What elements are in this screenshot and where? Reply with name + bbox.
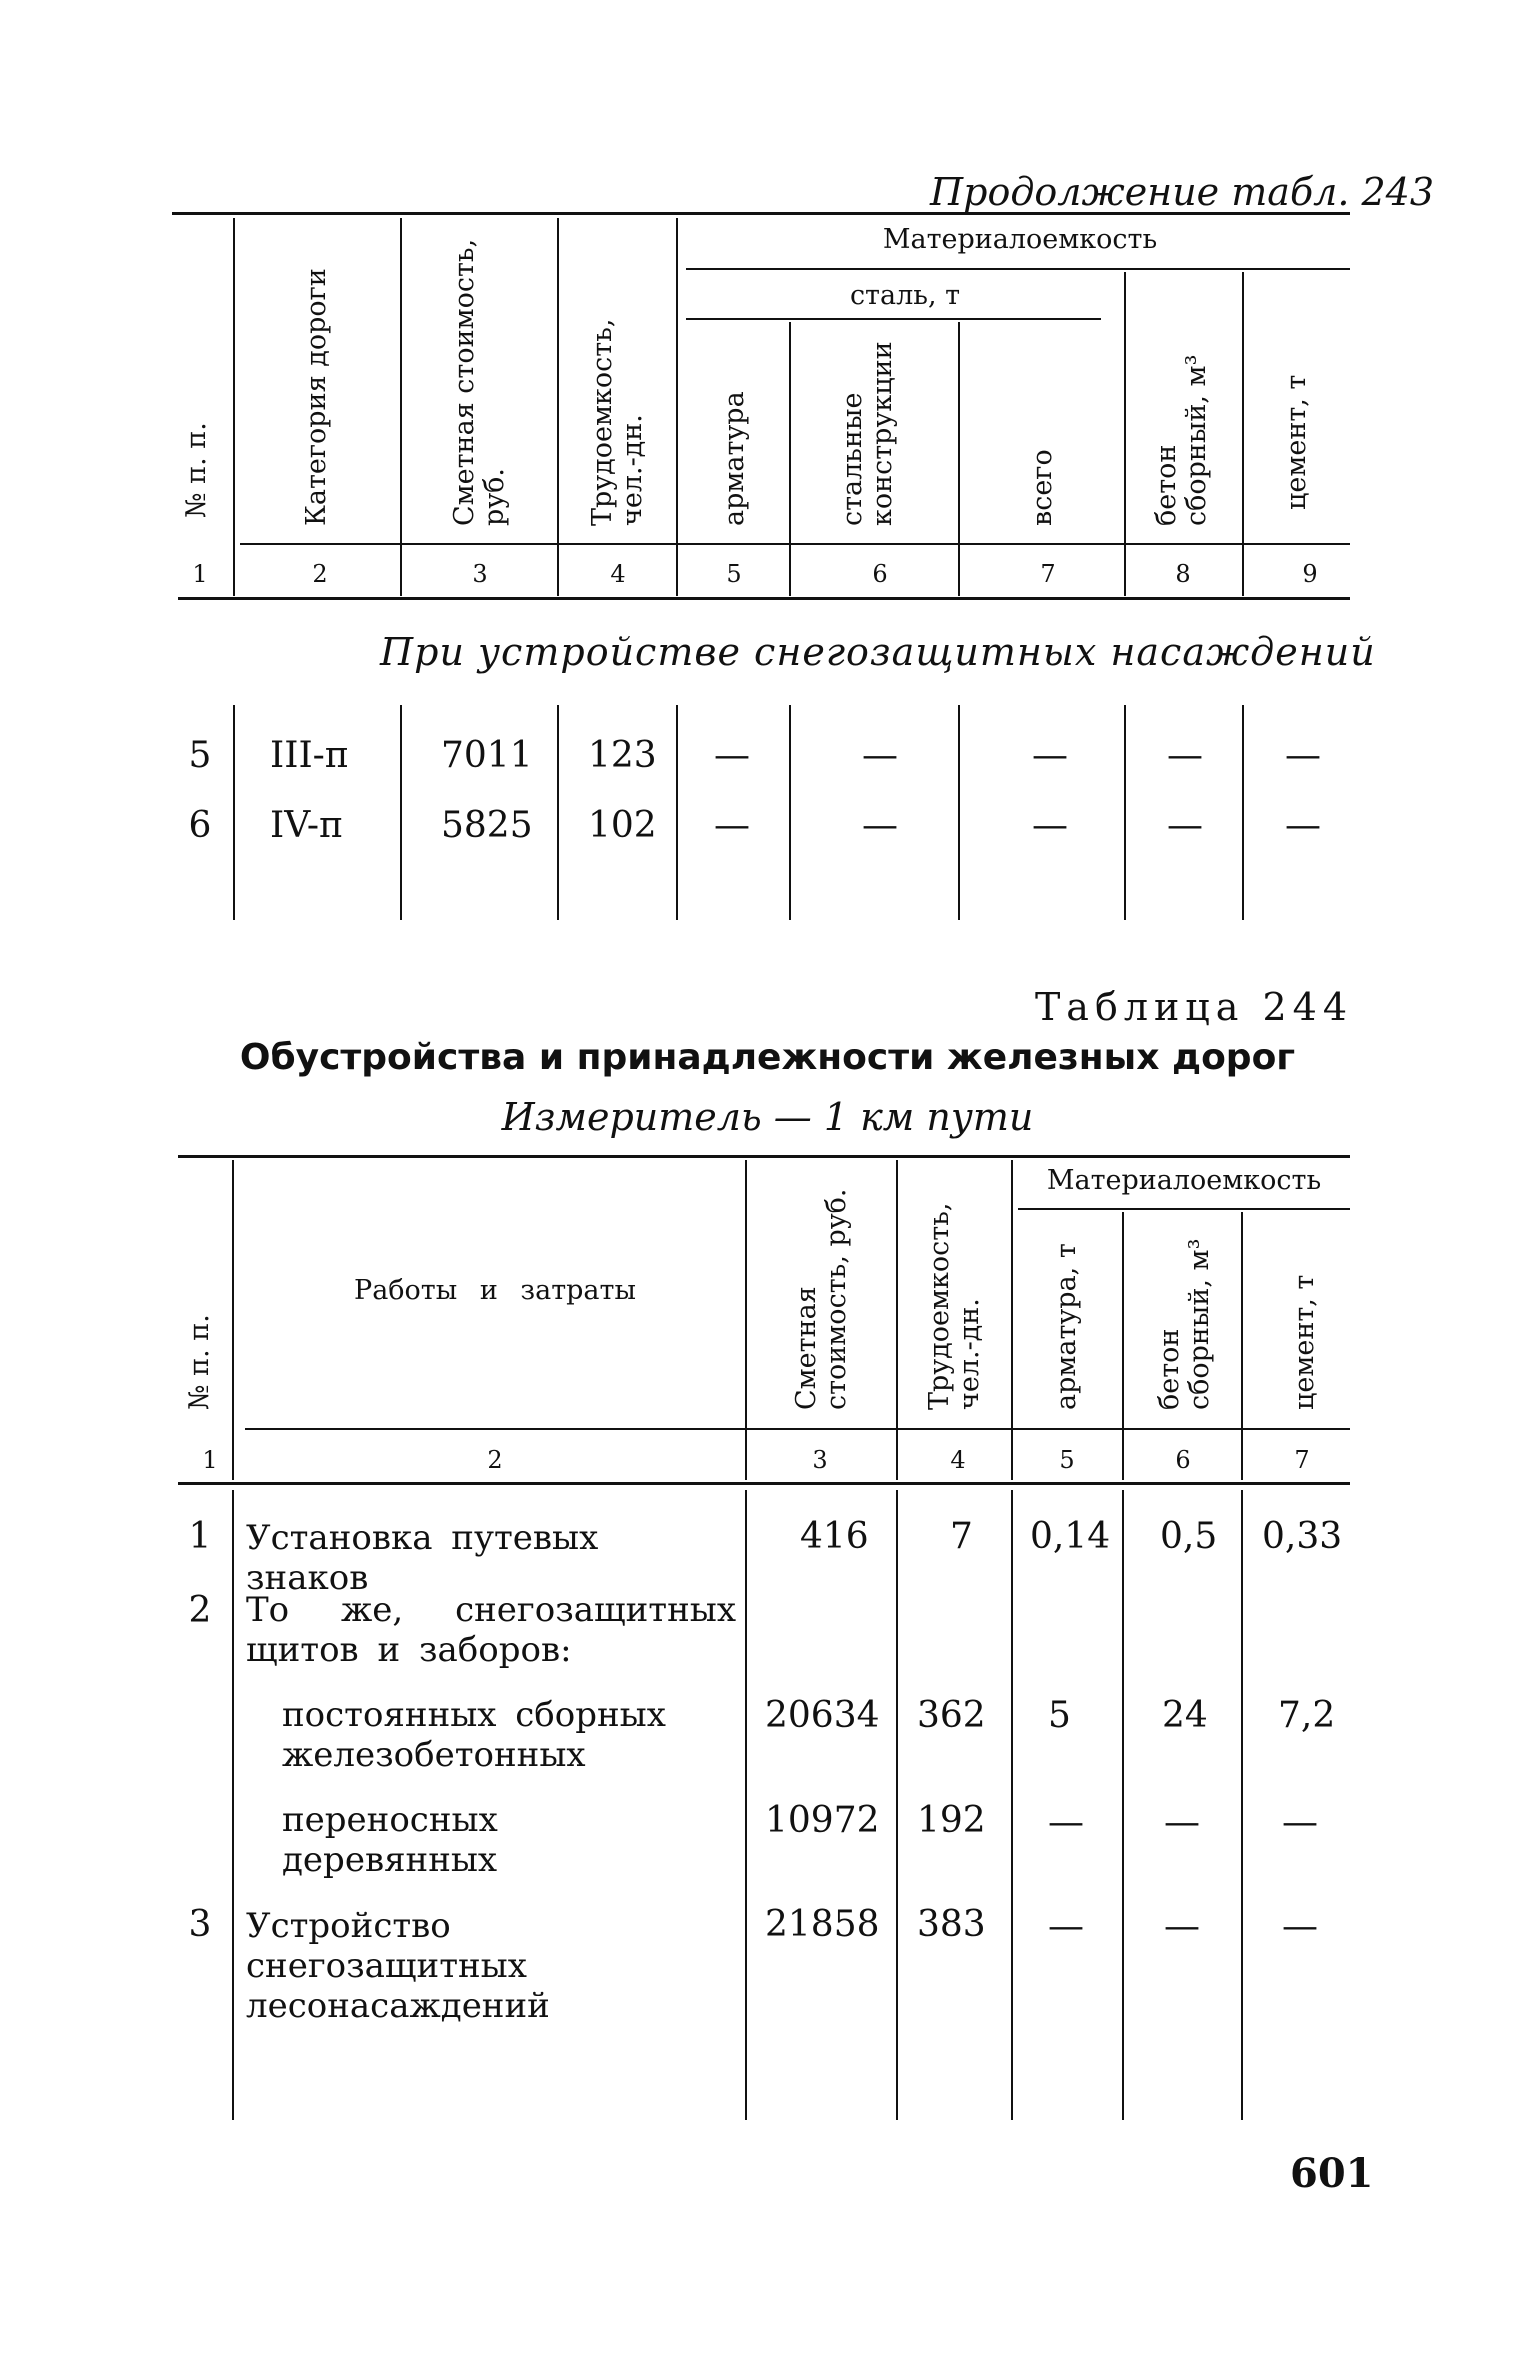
- material-group-rule: [686, 268, 1350, 270]
- continuation-title: Продолжение табл. 243: [930, 170, 1435, 214]
- col-divider: [232, 1160, 234, 1480]
- col-number: 7: [1294, 1446, 1310, 1474]
- col-divider: [232, 1490, 234, 2120]
- table-unit: Измеритель — 1 км пути: [501, 1095, 1034, 1139]
- col-number: 9: [1302, 560, 1318, 588]
- col-header-number: № п. п.: [184, 1314, 215, 1410]
- col-divider: [233, 550, 235, 596]
- material-group-header: Материалоемкость: [1046, 1165, 1322, 1196]
- col-divider: [233, 705, 235, 920]
- steel-structures-cell: —: [862, 735, 898, 776]
- col-number: 1: [202, 1446, 218, 1474]
- rebar-cell: —: [714, 735, 750, 776]
- labor-cell: 102: [588, 805, 657, 846]
- table-label: Таблица 244: [1034, 985, 1353, 1029]
- cement-cell: —: [1282, 1802, 1318, 1843]
- concrete-cell: —: [1167, 735, 1203, 776]
- col-header-total: всего: [1027, 449, 1058, 526]
- col-divider: [745, 1490, 747, 2120]
- col-number: 4: [950, 1446, 966, 1474]
- cost-cell: 20634: [765, 1695, 880, 1736]
- col-header-rebar: арматура, т: [1051, 1243, 1082, 1410]
- col-divider: [958, 322, 960, 596]
- col-header-labor: Трудоемкость, чел.-дн.: [587, 318, 648, 526]
- work-cell: Устройство снегозащитных лесонасаждений: [246, 1906, 550, 2026]
- col-divider: [1124, 705, 1126, 920]
- col-header-cement: цемент, т: [1281, 374, 1312, 510]
- section-title: При устройстве снегозащитных насаждений: [380, 630, 1376, 674]
- col-number: 7: [1040, 560, 1056, 588]
- col-divider: [1011, 1490, 1013, 2120]
- row-number: 1: [188, 1516, 212, 1557]
- rebar-cell: —: [714, 805, 750, 846]
- material-group-header: Материалоемкость: [882, 224, 1158, 255]
- col-header-concrete: бетон сборный, м³: [1154, 1238, 1215, 1410]
- col-header-steel-structures: стальные конструкции: [837, 341, 898, 526]
- labor-cell: 383: [917, 1904, 986, 1945]
- labor-cell: 7: [950, 1516, 973, 1557]
- col-divider: [1242, 705, 1244, 920]
- row-number: 2: [188, 1590, 212, 1631]
- col-divider: [400, 218, 402, 596]
- total-cell: —: [1032, 735, 1068, 776]
- col-divider: [1241, 1212, 1243, 1480]
- cost-cell: 10972: [765, 1800, 880, 1841]
- labor-cell: 123: [588, 735, 657, 776]
- col-header-labor: Трудоемкость, чел.-дн.: [924, 1202, 985, 1410]
- col-number: 3: [472, 560, 488, 588]
- col-header-category: Категория дороги: [301, 268, 332, 526]
- col-divider: [745, 1160, 747, 1480]
- col-number: 4: [610, 560, 626, 588]
- col-divider: [233, 218, 235, 596]
- concrete-cell: 24: [1162, 1695, 1208, 1736]
- col-number: 6: [1175, 1446, 1191, 1474]
- material-group-rule: [1018, 1208, 1350, 1210]
- col-number-rule: [178, 1482, 1350, 1485]
- rebar-cell: 0,14: [1030, 1516, 1111, 1557]
- col-divider: [557, 705, 559, 920]
- col-divider: [1242, 272, 1244, 596]
- concrete-cell: —: [1167, 805, 1203, 846]
- work-cell: То же, снегозащитных щитов и заборов:: [246, 1590, 736, 1670]
- row-number: 6: [188, 805, 212, 846]
- category-cell: III-п: [270, 735, 349, 776]
- col-number: 5: [726, 560, 742, 588]
- cement-cell: 7,2: [1278, 1695, 1336, 1736]
- cement-cell: —: [1285, 805, 1321, 846]
- col-divider: [896, 1490, 898, 2120]
- col-divider: [676, 705, 678, 920]
- col-divider: [1124, 272, 1126, 596]
- col-divider: [400, 705, 402, 920]
- work-cell: Установка путевых знаков: [246, 1518, 599, 1598]
- col-number: 8: [1175, 560, 1191, 588]
- col-header-cost: Сметная стоимость, руб.: [449, 238, 510, 526]
- col-header-cost: Сметная стоимость, руб.: [791, 1188, 852, 1410]
- cost-cell: 416: [800, 1516, 869, 1557]
- cost-cell: 5825: [441, 805, 533, 846]
- table-top-rule: [172, 212, 1350, 215]
- col-header-concrete: бетон сборный, м³: [1151, 354, 1212, 526]
- concrete-cell: —: [1164, 1802, 1200, 1843]
- steel-structures-cell: —: [862, 805, 898, 846]
- col-divider: [1241, 1490, 1243, 2120]
- cost-cell: 21858: [765, 1904, 880, 1945]
- steel-group-rule: [686, 318, 1101, 320]
- col-header-number: № п. п.: [181, 422, 212, 518]
- work-cell: переносных деревянных: [282, 1800, 498, 1880]
- header-bottom-rule: [245, 1428, 1350, 1430]
- rebar-cell: —: [1048, 1906, 1084, 1947]
- page-number: 601: [1290, 2150, 1374, 2197]
- row-number: 3: [188, 1904, 212, 1945]
- steel-group-header: сталь, т: [849, 280, 961, 311]
- rebar-cell: 5: [1048, 1695, 1071, 1736]
- col-number: 3: [812, 1446, 828, 1474]
- col-divider: [676, 218, 678, 596]
- col-header-work: Работы и затраты: [354, 1275, 636, 1306]
- table-top-rule: [178, 1155, 1350, 1158]
- col-divider: [1122, 1212, 1124, 1480]
- total-cell: —: [1032, 805, 1068, 846]
- row-number: 5: [188, 735, 212, 776]
- labor-cell: 192: [917, 1800, 986, 1841]
- col-divider: [958, 705, 960, 920]
- table-title: Обустройства и принадлежности железных дорог: [239, 1037, 1296, 1078]
- col-divider: [789, 322, 791, 596]
- col-number: 1: [192, 560, 208, 588]
- category-cell: IV-п: [270, 805, 344, 846]
- col-number: 6: [872, 560, 888, 588]
- col-divider: [896, 1160, 898, 1480]
- concrete-cell: 0,5: [1160, 1516, 1218, 1557]
- col-number-rule: [178, 597, 1350, 600]
- col-divider: [557, 218, 559, 596]
- cement-cell: 0,33: [1262, 1516, 1343, 1557]
- col-header-cement: цемент, т: [1289, 1274, 1320, 1410]
- col-number: 5: [1059, 1446, 1075, 1474]
- cement-cell: —: [1285, 735, 1321, 776]
- rebar-cell: —: [1048, 1802, 1084, 1843]
- concrete-cell: —: [1164, 1906, 1200, 1947]
- col-divider: [789, 705, 791, 920]
- cost-cell: 7011: [441, 735, 533, 776]
- col-divider: [1011, 1160, 1013, 1480]
- header-bottom-rule: [240, 543, 1350, 545]
- col-number: 2: [312, 560, 328, 588]
- cement-cell: —: [1282, 1906, 1318, 1947]
- col-divider: [1122, 1490, 1124, 2120]
- col-number: 2: [487, 1446, 503, 1474]
- work-cell: постоянных сборных железобетонных: [282, 1695, 666, 1775]
- col-header-rebar: арматура: [719, 391, 750, 526]
- labor-cell: 362: [917, 1695, 986, 1736]
